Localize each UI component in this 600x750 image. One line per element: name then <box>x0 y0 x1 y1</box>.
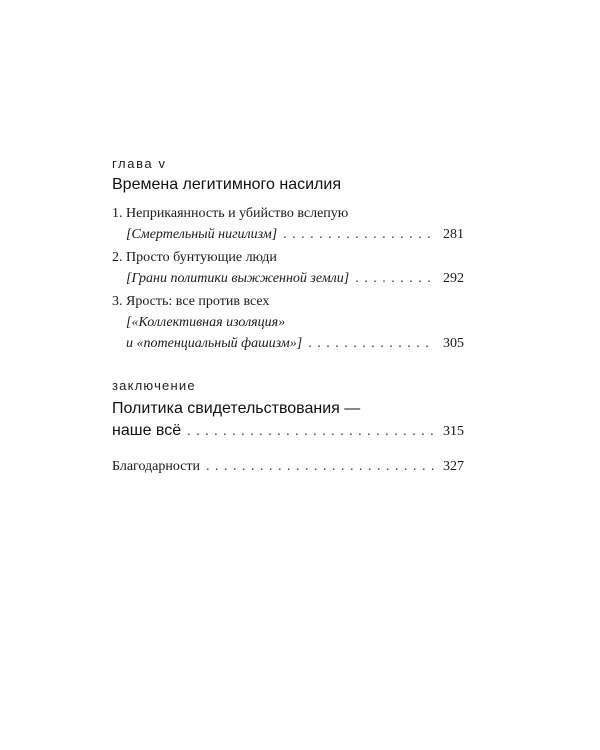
leader-dots <box>206 456 434 477</box>
entry-subtitle: [Смертельный нигилизм] <box>126 227 278 242</box>
leader-dots <box>308 333 434 354</box>
entry-number: 2. <box>112 250 123 265</box>
conclusion-title-line-2: наше всё <box>112 422 182 439</box>
toc-entry-3[interactable] <box>112 291 464 354</box>
conclusion-label: заключение <box>112 378 196 393</box>
toc-entry-1[interactable] <box>112 203 464 245</box>
conclusion-page-number: 315 <box>443 424 464 439</box>
entry-page-number: 292 <box>443 271 464 286</box>
chapter-title: Времена легитимного насилия <box>112 176 341 193</box>
toc-entry-acknowledgements[interactable] <box>112 456 464 477</box>
entry-number: 3. <box>112 294 123 309</box>
leader-dots <box>283 224 434 245</box>
entry-subtitle-line-1: [«Коллективная изоляция» <box>126 315 286 330</box>
acknowledgements-title: Благодарности <box>112 459 201 474</box>
conclusion-title-line-1: Политика свидетельствования — <box>112 400 361 417</box>
acknowledgements-page-number: 327 <box>443 459 464 474</box>
toc-entry-conclusion[interactable] <box>112 398 464 442</box>
entry-subtitle-line-2: и «потенциальный фашизм»] <box>126 336 303 351</box>
entry-number: 1. <box>112 206 123 221</box>
entry-title: Ярость: все против всех <box>126 294 270 309</box>
entry-subtitle: [Грани политики выжженной земли] <box>126 271 350 286</box>
entry-title: Неприкаянность и убийство вслепую <box>126 206 349 221</box>
chapter-label: глава v <box>112 156 167 171</box>
toc-entry-2[interactable] <box>112 247 464 289</box>
entry-page-number: 281 <box>443 227 464 242</box>
leader-dots <box>355 268 434 289</box>
entry-page-number: 305 <box>443 336 464 351</box>
leader-dots <box>187 421 434 443</box>
entry-title: Просто бунтующие люди <box>126 250 277 265</box>
